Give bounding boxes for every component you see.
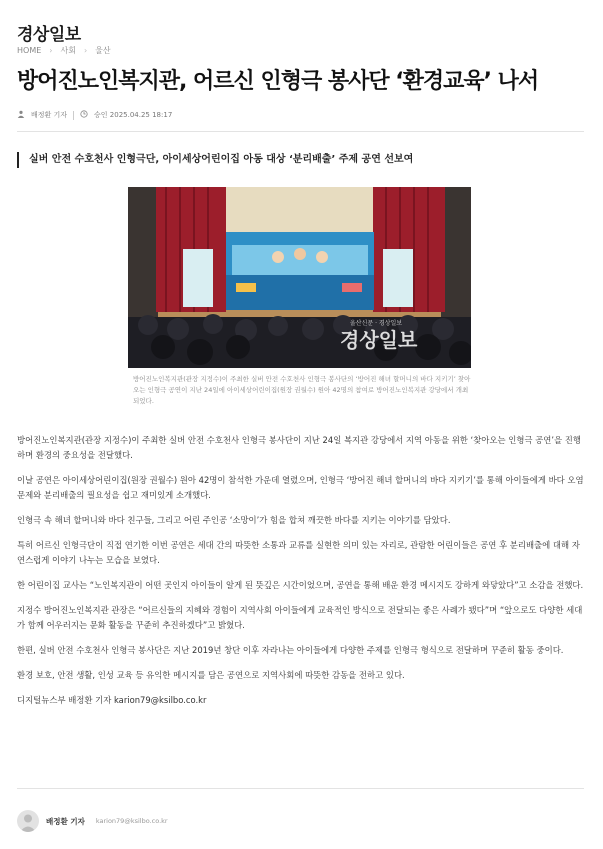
article-paragraph: 이날 공연은 아이세상어린이집(원장 권월수) 원아 42명이 참석한 가운데 열렸으며, 인형극 ‘방어진 해녀 할머니의 바다 지키기’를 통해 아이들에게 바다 오염 문제와 분리배출의 필요성을 쉽고 재미있게 소개했다. (17, 475, 584, 500)
article-paragraph: 한 어린이집 교사는 “노인복지관이 어떤 곳인지 아이들이 알게 된 뜻깊은 시간이었으며, 공연을 통해 배운 환경 메시지도 강하게 와닿았다”고 소감을 전했다. (17, 580, 584, 590)
article-meta (17, 110, 172, 120)
article-paragraph: 특히 어르신 인형극단이 직접 연기한 이번 공연은 세대 간의 따뜻한 소통과 교류를 실현한 의미 있는 자리로, 관람한 어린이들은 공연 후 분리배출에 대해 자연스럽게 이야기 나누는 모습을 보였다. (17, 540, 580, 565)
approved-time: 승인 2025.04.25 18:17 (94, 111, 173, 119)
footer-divider (17, 788, 584, 789)
user-icon (17, 810, 39, 832)
article-headline: 방어진노인복지관, 어르신 인형극 봉사단 ‘환경교육’ 나서 (17, 69, 539, 94)
photo-watermark: 경상일보 (340, 328, 418, 352)
photo-caption: 방어진노인복지관(관장 지정수)이 주최한 실버 안전 수호천사 인형극 봉사단의 ‘방어진 해녀 할머니의 바다 지키기’ 찾아오는 인형극 공연이 지난 24일에 아이세상어린이집(원장 권월수) 원아 42명의 참여로 방어진노인복지관 강당에서 개최되었다. (133, 375, 471, 405)
clock-icon (80, 110, 88, 120)
author-box[interactable] (17, 810, 168, 832)
photo-watermark-small: 울산신문 · 경상일보 (350, 320, 403, 327)
breadcrumb (17, 45, 111, 56)
person-icon (17, 110, 25, 120)
chevron-right-icon: › (49, 46, 53, 55)
article-paragraph: 인형극 속 해녀 할머니와 바다 친구들, 그리고 어린 주인공 ‘소망이’가 힘을 합쳐 깨끗한 바다를 지키는 이야기를 담았다. (17, 515, 451, 525)
article-subheadline: 실버 안전 수호천사 인형극단, 아이세상어린이집 아동 대상 ‘분리배출’ 주제 공연 선보여 (17, 152, 595, 168)
breadcrumb-society[interactable]: 사회 (60, 46, 76, 55)
article-paragraph: 한편, 실버 안전 수호천사 인형극 봉사단은 지난 2019년 창단 이후 자라나는 아이들에게 다양한 주제를 인형극 형식으로 전달하며 꾸준히 활동 중이다. (17, 645, 564, 655)
article-paragraph: 환경 보호, 안전 생활, 인성 교육 등 유익한 메시지를 담은 공연으로 지역사회에 따뜻한 감동을 전하고 있다. (17, 670, 405, 680)
meta-divider (73, 111, 74, 120)
site-logo[interactable]: 경상일보 (17, 25, 81, 45)
breadcrumb-home[interactable]: HOME (17, 46, 42, 55)
header-divider (17, 131, 584, 132)
author-email[interactable]: karion79@ksilbo.co.kr (95, 817, 168, 825)
reporter-name[interactable]: 배정환 기자 (31, 111, 68, 119)
article-byline: 디지털뉴스부 배정환 기자 karion79@ksilbo.co.kr (17, 695, 207, 705)
article-paragraph: 방어진노인복지관(관장 지정수)이 주최한 실버 안전 수호천사 인형극 봉사단이 지난 24일 복지관 강당에서 지역 아동을 위한 ‘찾아오는 인형극 공연’을 진행하며 환경의 중요성을 전달했다. (17, 435, 581, 460)
article-photo[interactable] (128, 187, 471, 368)
article-body (17, 433, 586, 718)
article-paragraph: 지정수 방어진노인복지관 관장은 “어르신들의 지혜와 경험이 지역사회 아이들에게 교육적인 방식으로 전달되는 좋은 사례가 됐다”며 “앞으로도 다양한 세대가 함께 어우러지는 문화 활동을 꾸준히 추진하겠다”고 밝혔다. (17, 605, 583, 630)
author-name[interactable]: 배정환 기자 (46, 816, 85, 826)
avatar (17, 810, 39, 832)
chevron-right-icon: › (83, 46, 88, 55)
breadcrumb-ulsan[interactable]: 울산 (95, 46, 111, 55)
